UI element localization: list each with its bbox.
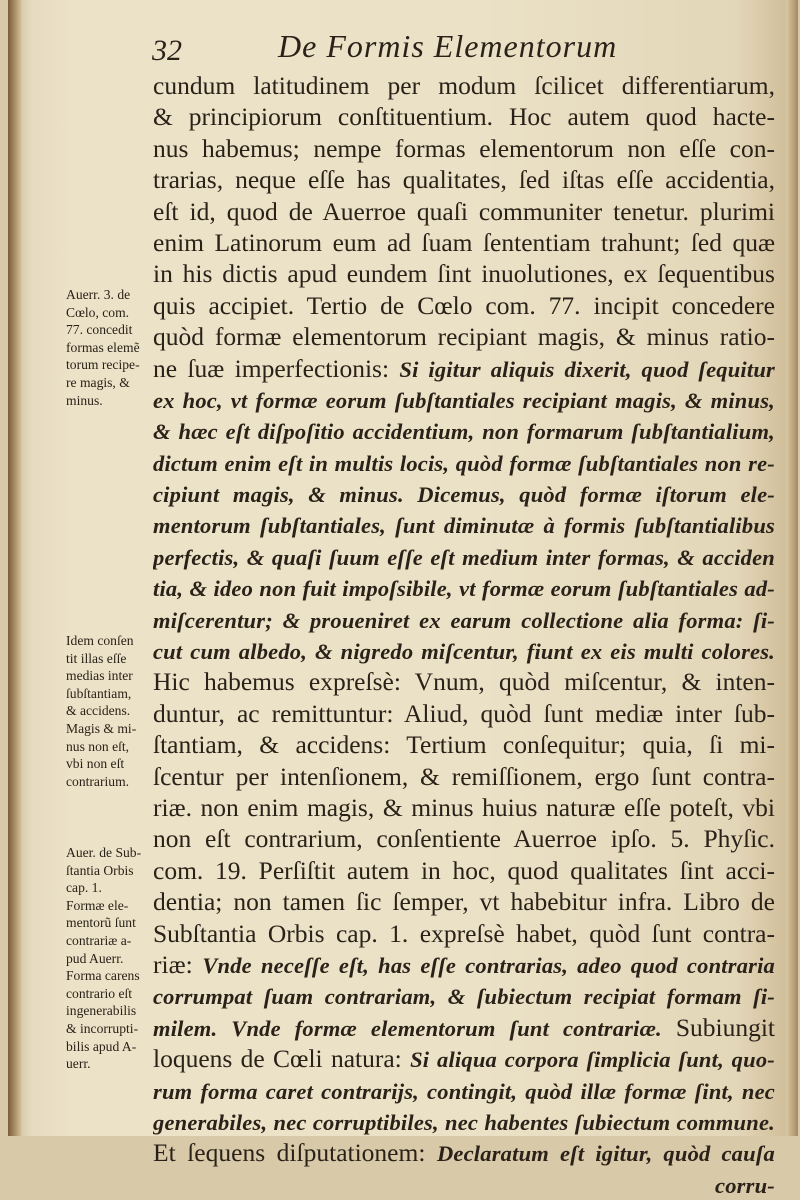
margin-note — [66, 632, 146, 790]
text-line — [153, 729, 775, 760]
line-text: com. 19. Perſiſtit autem in hoc, quod qualitates ſint acci- — [153, 855, 775, 885]
text-line — [153, 447, 775, 478]
italic-quote: miſcerentur; & proueniret ex earum collectione alia forma: ſi- — [153, 607, 775, 633]
text-line — [153, 101, 775, 132]
line-text: enim Latinorum eum ad ſuam ſententiam trahunt; ſed quæ — [153, 227, 775, 257]
italic-quote: Si igitur aliquis dixerit, quod ſequitur — [399, 356, 775, 382]
text-line — [153, 133, 775, 164]
text-line — [153, 666, 775, 697]
line-text: trarias, neque eſſe has qualitates, ſed iſtas eſſe accidentia, — [153, 165, 775, 195]
line-text: quòd formæ elementorum recipiant magis, & minus ratio- — [153, 322, 775, 352]
italic-quote: cut cum albedo, & nigredo miſcentur, fiunt ex eis multi colores. — [153, 639, 775, 665]
text-line — [153, 1012, 775, 1043]
line-text: riæ. non enim magis, & minus huius naturæ eſſe poteſt, vbi — [153, 792, 775, 822]
margin-note-line: nus non eſt, — [66, 738, 130, 754]
italic-quote: corru- — [715, 1172, 775, 1198]
text-line — [153, 415, 775, 446]
line-text: Subiungit — [675, 1012, 775, 1042]
text-line — [153, 384, 775, 415]
italic-quote: corrumpat ſuam contrariam, & ſubiectum recipiat formam ſi- — [153, 984, 775, 1010]
italic-quote: tia, & ideo non fuit impoſsibile, vt formæ eorum ſubſtantiales ad- — [153, 576, 775, 602]
italic-quote: perfectis, & quaſi ſuum eſſe eſt medium inter formas, & acciden — [153, 544, 775, 570]
margin-note-line: torum recipe- — [66, 357, 140, 373]
margin-note — [66, 844, 146, 1073]
line-text: Hic habemus expreſsè: Vnum, quòd miſcentur, & inten- — [153, 667, 775, 697]
catchword — [153, 1169, 775, 1200]
line-text: dentia; non tamen ſic ſemper, vt habebitur infra. Libro de — [153, 887, 775, 917]
margin-note-line: Cœlo, com. — [66, 304, 130, 320]
margin-note-line: minus. — [66, 392, 103, 408]
italic-quote: cipiunt magis, & minus. Dicemus, quòd formæ iſtorum ele- — [153, 482, 775, 508]
margin-note-line: contrario eſt — [66, 985, 133, 1001]
text-line — [153, 635, 775, 666]
margin-note-line: mentorũ ſunt — [66, 915, 136, 931]
margin-note-line: Formæ ele- — [66, 897, 129, 913]
margin-note-line: medias inter — [66, 668, 133, 684]
margin-note-line: tit illas eſſe — [66, 650, 127, 666]
margin-note-line: 77. concedit — [66, 322, 133, 338]
italic-quote: Si aliqua corpora ſimplicia ſunt, quo- — [410, 1047, 775, 1073]
italic-quote: Vnde neceſſe eſt, has eſſe contrarias, adeo quod contraria — [202, 952, 775, 978]
line-text: ſtantiam, & accidens: Tertium conſequitur; quia, ſi mi- — [153, 730, 775, 760]
text-line — [153, 1043, 775, 1074]
margin-note-line: uerr. — [66, 1056, 91, 1072]
italic-quote: Declaratum eſt igitur, quòd cauſa — [436, 1141, 775, 1167]
text-line — [153, 478, 775, 509]
margin-note-line: ſubſtantiam, — [66, 685, 132, 701]
margin-note-line: contrariæ a- — [66, 932, 132, 948]
margin-note — [66, 286, 146, 409]
text-line — [153, 1137, 775, 1168]
line-text: & principiorum conſtituentium. Hoc autem quod hacte- — [153, 102, 775, 132]
text-line — [153, 1106, 775, 1137]
margin-note-line: cap. 1. — [66, 880, 102, 896]
margin-note-line: Magis & mi- — [66, 720, 137, 736]
margin-note-line: Auer. de Sub- — [66, 845, 142, 860]
line-text: ſcentur per intenſionem, & remiſſionem, ergo ſunt contra- — [153, 761, 775, 791]
text-line — [153, 541, 775, 572]
text-line — [153, 321, 775, 352]
book-binding — [8, 0, 22, 1136]
text-line — [153, 886, 775, 917]
text-line — [153, 196, 775, 227]
italic-quote: mentorum ſubſtantiales, ſunt diminutæ à formis ſubſtantialibus — [153, 513, 775, 539]
text-line — [153, 509, 775, 540]
line-text: quis accipiet. Tertio de Cœlo com. 77. incipit concedere — [153, 290, 775, 320]
margin-note-line: Forma carens — [66, 968, 140, 984]
italic-quote: ex hoc, vt formæ eorum ſubſtantiales recipiant magis, & minus, — [153, 387, 775, 413]
line-text: duntur, ac remittuntur: Aliud, quòd ſunt mediæ inter ſub- — [153, 698, 775, 728]
line-text: cundum latitudinem per modum ſcilicet differentiarum, — [153, 71, 775, 100]
text-line — [153, 918, 775, 949]
text-line — [153, 761, 775, 792]
text-line — [153, 1075, 775, 1106]
italic-quote: generabiles, nec corruptibiles, nec habentes ſubiectum commune. — [153, 1109, 775, 1135]
italic-quote: rum forma caret contrarijs, contingit, quòd illæ formæ ſint, nec — [153, 1078, 775, 1104]
italic-quote: milem. Vnde formæ elementorum ſunt contrariæ. — [153, 1015, 676, 1041]
line-text: Et ſequens diſputationem: — [153, 1138, 437, 1168]
text-line — [153, 855, 775, 886]
line-text: in his dictis apud eundem ſint inuolutiones, ex ſequentibus — [153, 259, 775, 289]
text-line — [153, 698, 775, 729]
margin-note-line: ingenerabilis — [66, 1003, 137, 1019]
text-line — [153, 823, 775, 854]
text-line — [153, 572, 775, 603]
text-line — [153, 164, 775, 195]
main-text — [153, 70, 775, 1200]
running-header — [148, 26, 788, 70]
margin-note-line: & accidens. — [66, 703, 131, 719]
margin-note-line: contrarium. — [66, 773, 130, 789]
line-text: ne ſuæ imperfectionis: — [153, 353, 400, 383]
text-line — [153, 980, 775, 1011]
page-edge — [786, 0, 798, 1136]
running-title: De Formis Elementorum — [278, 28, 618, 64]
page-number: 32 — [152, 34, 182, 67]
text-line — [153, 949, 775, 980]
margin-note-line: re magis, & — [66, 374, 130, 390]
text-line — [153, 604, 775, 635]
margin-note-line: formas elemẽ — [66, 339, 140, 355]
line-text: riæ: — [153, 949, 203, 979]
text-line — [153, 290, 775, 321]
text-line — [153, 353, 775, 384]
margin-note-line: bilis apud A- — [66, 1038, 137, 1054]
margin-note-line: Auerr. 3. de — [66, 287, 131, 302]
text-line — [153, 258, 775, 289]
line-text: eſt id, quod de Auerroe quaſi communiter tenetur. plurimi — [153, 196, 775, 226]
line-text: non eſt contrarium, conſentiente Auerroe ipſo. 5. Phyſic. — [153, 824, 775, 854]
margin-note-line: & incorrupti- — [66, 1020, 139, 1036]
margin-note-line: Idem conſen — [66, 633, 134, 648]
margin-note-line: vbi non eſt — [66, 756, 125, 772]
book-page — [8, 0, 798, 1198]
italic-quote: & hæc eſt diſpoſitio accidentium, non formarum ſubſtantialium, — [153, 419, 775, 445]
text-line — [153, 792, 775, 823]
italic-quote: dictum enim eſt in multis locis, quòd formæ ſubſtantiales non re- — [153, 450, 775, 476]
text-line — [153, 70, 775, 101]
line-text: loquens de Cœli natura: — [153, 1044, 411, 1074]
text-line — [153, 227, 775, 258]
margin-note-line: ſtantia Orbis — [66, 862, 134, 878]
line-text: Subſtantia Orbis cap. 1. expreſsè habet, quòd ſunt contra- — [153, 918, 775, 948]
margin-note-line: pud Auerr. — [66, 950, 124, 966]
line-text: nus habemus; nempe formas elementorum non eſſe con- — [153, 133, 775, 163]
